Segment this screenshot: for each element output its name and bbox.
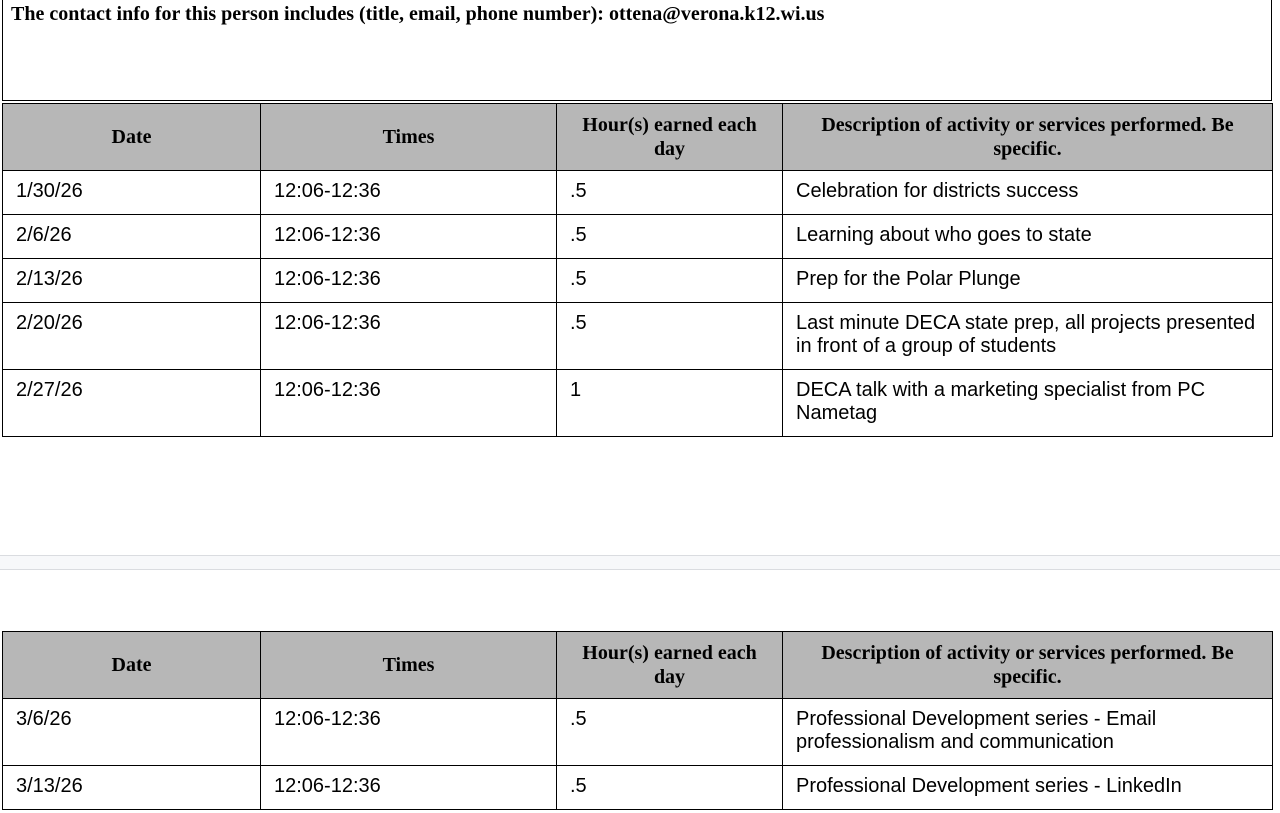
table-row <box>3 215 1273 259</box>
column-header: Date <box>3 104 261 171</box>
column-header: Times <box>261 632 557 699</box>
contact-email: ottena@verona.k12.wi.us <box>608 3 825 25</box>
hours-table-jan-feb <box>2 103 1273 437</box>
table-cell: Learning about who goes to state <box>783 215 1273 259</box>
table-cell: .5 <box>557 766 783 810</box>
table-cell: .5 <box>557 215 783 259</box>
column-header: Date <box>3 632 261 699</box>
table-row <box>3 699 1273 766</box>
table-cell: .5 <box>557 699 783 766</box>
column-header: Times <box>261 104 557 171</box>
table-cell: 2/27/26 <box>3 370 261 437</box>
contact-info-box <box>2 0 1272 101</box>
column-header: Description of activity or services performed. Be specific. <box>783 632 1273 699</box>
table-cell: Prep for the Polar Plunge <box>783 259 1273 303</box>
table-cell: 12:06-12:36 <box>261 171 557 215</box>
table-cell: 2/13/26 <box>3 259 261 303</box>
table-row <box>3 259 1273 303</box>
contact-info-label: The contact info for this person includes (title, email, phone number): <box>11 3 609 25</box>
table-cell: .5 <box>557 259 783 303</box>
table-row <box>3 303 1273 370</box>
table-cell: 1 <box>557 370 783 437</box>
column-header: Description of activity or services performed. Be specific. <box>783 104 1273 171</box>
table-cell: 12:06-12:36 <box>261 370 557 437</box>
table-cell: 12:06-12:36 <box>261 699 557 766</box>
table-row <box>3 766 1273 810</box>
column-header: Hour(s) earned each day <box>557 632 783 699</box>
table-cell: Celebration for districts success <box>783 171 1273 215</box>
table-cell: 12:06-12:36 <box>261 215 557 259</box>
column-header: Hour(s) earned each day <box>557 104 783 171</box>
table-body <box>3 171 1273 437</box>
table-cell: 12:06-12:36 <box>261 766 557 810</box>
table-cell: 12:06-12:36 <box>261 303 557 370</box>
table-row <box>3 171 1273 215</box>
table-header-row <box>3 632 1273 699</box>
table-cell: Professional Development series - LinkedIn <box>783 766 1273 810</box>
table-cell: Last minute DECA state prep, all projects presented in front of a group of students <box>783 303 1273 370</box>
table-cell: .5 <box>557 171 783 215</box>
header-row <box>3 632 1273 699</box>
table-cell: 3/6/26 <box>3 699 261 766</box>
table-cell: 3/13/26 <box>3 766 261 810</box>
table-body <box>3 699 1273 810</box>
table-cell: 12:06-12:36 <box>261 259 557 303</box>
hours-table-mar <box>2 631 1273 810</box>
table-cell: 2/6/26 <box>3 215 261 259</box>
page-break-divider <box>0 555 1280 570</box>
table-cell: .5 <box>557 303 783 370</box>
table-cell: DECA talk with a marketing specialist from PC Nametag <box>783 370 1273 437</box>
table-cell: Professional Development series - Email professionalism and communication <box>783 699 1273 766</box>
header-row <box>3 104 1273 171</box>
table-row <box>3 370 1273 437</box>
table-cell: 1/30/26 <box>3 171 261 215</box>
table-header-row <box>3 104 1273 171</box>
contact-info-text <box>3 0 1271 29</box>
table-cell: 2/20/26 <box>3 303 261 370</box>
